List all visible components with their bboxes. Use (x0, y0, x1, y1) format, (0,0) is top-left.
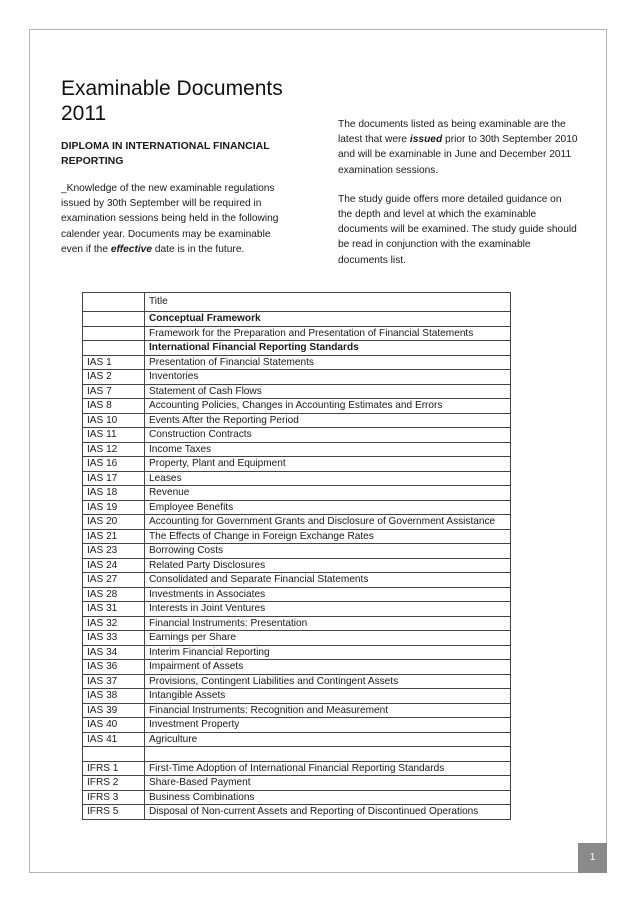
table-row (83, 515, 511, 530)
standard-title-cell: Agriculture (145, 732, 511, 747)
standard-title-cell: Consolidated and Separate Financial Statements (145, 573, 511, 588)
standard-title-cell: Earnings per Share (145, 631, 511, 646)
table-row (83, 645, 511, 660)
table-row (83, 399, 511, 414)
table-row (83, 602, 511, 617)
standard-title-cell: Borrowing Costs (145, 544, 511, 559)
standard-code-cell: IAS 38 (83, 689, 145, 704)
title-line-2: 2011 (61, 102, 107, 125)
table-row (83, 703, 511, 718)
standard-title-cell: Employee Benefits (145, 500, 511, 515)
standard-title-cell: Intangible Assets (145, 689, 511, 704)
table-row (83, 616, 511, 631)
standard-code-cell: IAS 37 (83, 674, 145, 689)
table-row (83, 457, 511, 472)
examinable-documents-table (82, 292, 511, 820)
table-header-row (83, 293, 511, 312)
table-row (83, 471, 511, 486)
header-title-cell: Title (145, 293, 511, 312)
standard-code-cell: IAS 16 (83, 457, 145, 472)
table-row (83, 529, 511, 544)
table-row (83, 790, 511, 805)
table-row (83, 558, 511, 573)
table-row (83, 761, 511, 776)
standard-code-cell: IAS 41 (83, 732, 145, 747)
note-text-after: prior to 30th September 2010 and will be examinable in June and December 2011 examination sessions. (338, 134, 578, 176)
standard-code-cell: IAS 7 (83, 384, 145, 399)
table-row (83, 500, 511, 515)
standard-code-cell: IFRS 5 (83, 805, 145, 820)
right-column (338, 117, 578, 268)
standard-code-cell: IAS 28 (83, 587, 145, 602)
standard-title-cell (145, 747, 511, 762)
table-row (83, 718, 511, 733)
title-line-1: Examinable Documents (61, 77, 283, 100)
standard-title-cell: Income Taxes (145, 442, 511, 457)
standard-code-cell: IAS 34 (83, 645, 145, 660)
table-row (83, 341, 511, 356)
standard-code-cell: IAS 11 (83, 428, 145, 443)
section-heading-cell: Conceptual Framework (145, 312, 511, 327)
standard-title-cell: Presentation of Financial Statements (145, 355, 511, 370)
header-code-cell (83, 293, 145, 312)
standard-code-cell: IFRS 3 (83, 790, 145, 805)
standard-code-cell: IAS 24 (83, 558, 145, 573)
table-row (83, 689, 511, 704)
standard-code-cell: IAS 31 (83, 602, 145, 617)
standard-code-cell: IAS 10 (83, 413, 145, 428)
standard-code-cell: IFRS 1 (83, 761, 145, 776)
table-row (83, 428, 511, 443)
standard-code-cell: IAS 18 (83, 486, 145, 501)
standard-code-cell: IAS 8 (83, 399, 145, 414)
study-guide-paragraph: The study guide offers more detailed guidance on the depth and level at which the examinable documents will be examined. The study guide should be read in conjunction with the examinable documents list. (338, 193, 577, 266)
standard-title-cell: Investment Property (145, 718, 511, 733)
table-row (83, 384, 511, 399)
intro-emphasis: effective (110, 243, 152, 255)
standard-code-cell: IAS 39 (83, 703, 145, 718)
standard-code-cell: IFRS 2 (83, 776, 145, 791)
table-row (83, 660, 511, 675)
page-number-badge: 1 (578, 843, 607, 873)
standard-title-cell: Revenue (145, 486, 511, 501)
intro-text-after: date is in the future. (152, 243, 245, 255)
intro-paragraph (61, 181, 283, 257)
standard-code-cell: IAS 12 (83, 442, 145, 457)
table-row (83, 747, 511, 762)
standard-code-cell: IAS 17 (83, 471, 145, 486)
standard-code-cell: IAS 23 (83, 544, 145, 559)
standard-title-cell: Framework for the Preparation and Presentation of Financial Statements (145, 326, 511, 341)
standard-title-cell: Property, Plant and Equipment (145, 457, 511, 472)
table-row (83, 312, 511, 327)
table-row (83, 573, 511, 588)
note-emphasis: issued (409, 134, 443, 146)
standard-title-cell: The Effects of Change in Foreign Exchange Rates (145, 529, 511, 544)
table-row (83, 631, 511, 646)
standard-title-cell: Events After the Reporting Period (145, 413, 511, 428)
standard-code-cell: IAS 32 (83, 616, 145, 631)
standard-title-cell: Disposal of Non-current Assets and Reporting of Discontinued Operations (145, 805, 511, 820)
standard-title-cell: Interim Financial Reporting (145, 645, 511, 660)
standard-code-cell (83, 747, 145, 762)
standard-title-cell: Leases (145, 471, 511, 486)
standard-code-cell: IAS 2 (83, 370, 145, 385)
standard-code-cell (83, 312, 145, 327)
standard-title-cell: Impairment of Assets (145, 660, 511, 675)
standard-title-cell: Business Combinations (145, 790, 511, 805)
standard-title-cell: Related Party Disclosures (145, 558, 511, 573)
table-row (83, 442, 511, 457)
standard-code-cell: IAS 19 (83, 500, 145, 515)
standard-title-cell: Interests in Joint Ventures (145, 602, 511, 617)
table-row (83, 587, 511, 602)
standard-code-cell: IAS 27 (83, 573, 145, 588)
standard-title-cell: Financial Instruments: Recognition and Measurement (145, 703, 511, 718)
standard-title-cell: Investments in Associates (145, 587, 511, 602)
standard-title-cell: Share-Based Payment (145, 776, 511, 791)
standard-title-cell: Accounting for Government Grants and Disclosure of Government Assistance (145, 515, 511, 530)
standard-title-cell: First-Time Adoption of International Financial Reporting Standards (145, 761, 511, 776)
table-row (83, 326, 511, 341)
table-row (83, 805, 511, 820)
table-row (83, 355, 511, 370)
table-row (83, 674, 511, 689)
diploma-subtitle: DIPLOMA IN INTERNATIONAL FINANCIAL REPORTING (61, 140, 270, 167)
table-row (83, 413, 511, 428)
intro-text-before: Knowledge of the new examinable regulations issued by 30th September will be required in examination sessions being held in the following calender year. Documents may be examinable even if the (61, 183, 279, 255)
standard-title-cell: Inventories (145, 370, 511, 385)
standard-code-cell (83, 326, 145, 341)
table-row (83, 732, 511, 747)
standard-title-cell: Statement of Cash Flows (145, 384, 511, 399)
standard-title-cell: Financial Instruments: Presentation (145, 616, 511, 631)
table-row (83, 370, 511, 385)
standard-title-cell: Construction Contracts (145, 428, 511, 443)
standard-title-cell: Accounting Policies, Changes in Accounting Estimates and Errors (145, 399, 511, 414)
intro-lead-mark: _ (61, 183, 67, 194)
table-row (83, 776, 511, 791)
table-body (83, 312, 511, 820)
standard-code-cell: IAS 36 (83, 660, 145, 675)
standard-code-cell: IAS 1 (83, 355, 145, 370)
section-heading-cell: International Financial Reporting Standards (145, 341, 511, 356)
page-title (61, 76, 321, 126)
standard-code-cell (83, 341, 145, 356)
table-row (83, 544, 511, 559)
table-row (83, 486, 511, 501)
note-text-before: The documents listed as being examinable are the latest that were (338, 119, 566, 146)
examinable-note-paragraph (338, 117, 578, 178)
standard-code-cell: IAS 33 (83, 631, 145, 646)
standard-code-cell: IAS 20 (83, 515, 145, 530)
standard-code-cell: IAS 21 (83, 529, 145, 544)
standard-title-cell: Provisions, Contingent Liabilities and Contingent Assets (145, 674, 511, 689)
standard-code-cell: IAS 40 (83, 718, 145, 733)
